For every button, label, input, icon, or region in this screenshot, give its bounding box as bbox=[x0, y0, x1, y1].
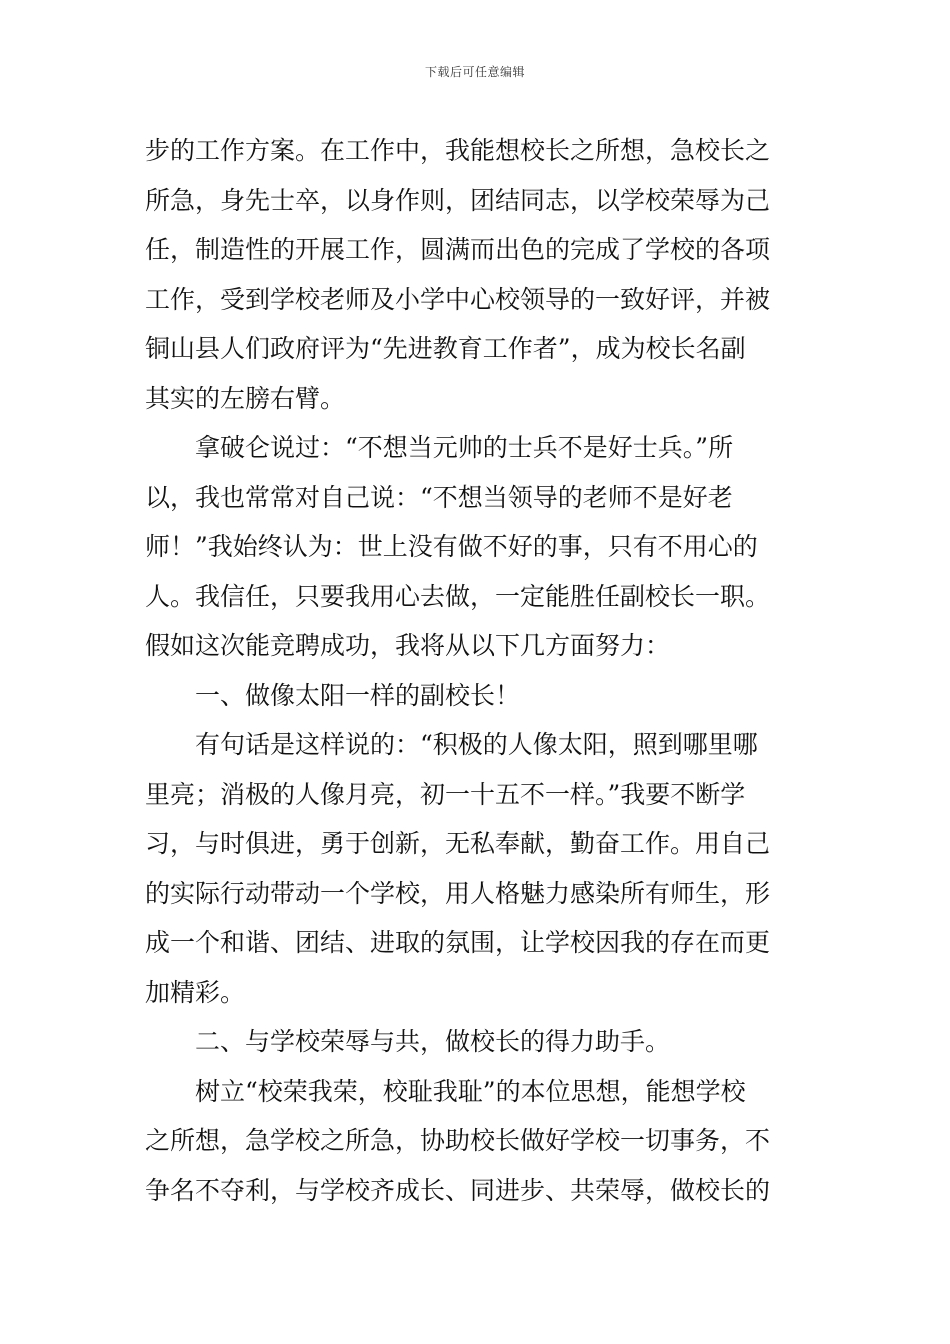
text-line: 假如这次能竞聘成功，我将从以下几方面努力： bbox=[145, 631, 671, 660]
text-line: 其实的左膀右臂。 bbox=[145, 383, 346, 413]
text-line: 之所想，急学校之所急，协助校长做好学校一切事务，不 bbox=[145, 1126, 771, 1155]
paragraph-2 bbox=[145, 423, 807, 671]
paragraph-4 bbox=[145, 1067, 807, 1216]
text-line: 拿破仑说过：“不想当元帅的士兵不是好士兵。”所 bbox=[195, 433, 734, 462]
text-line: 习，与时俱进，勇于创新，无私奉献，勤奋工作。用自己 bbox=[145, 829, 771, 858]
text-line: 所急，身先士卒，以身作则，团结同志，以学校荣辱为己 bbox=[145, 185, 771, 215]
text-line: 成一个和谐、团结、进取的氛围，让学校因我的存在而更 bbox=[145, 928, 771, 957]
text-line: 的实际行动带动一个学校，用人格魅力感染所有师生，形 bbox=[145, 878, 771, 908]
text-line: 以，我也常常对自己说：“不想当领导的老师不是好老 bbox=[145, 482, 733, 512]
document-body bbox=[145, 126, 807, 1215]
page-header-note: 下载后可任意编辑 bbox=[424, 65, 525, 79]
text-line: 师！”我始终认为：世上没有做不好的事，只有不用心的 bbox=[145, 532, 758, 561]
text-line: 二、与学校荣辱与共，做校长的得力助手。 bbox=[195, 1027, 671, 1056]
text-line: 步的工作方案。在工作中，我能想校长之所想，急校长之 bbox=[145, 136, 771, 165]
text-line: 一、做像太阳一样的副校长！ bbox=[195, 680, 521, 710]
section-heading-2 bbox=[145, 1017, 807, 1067]
text-line: 人。我信任，只要我用心去做，一定能胜任副校长一职。 bbox=[145, 581, 771, 611]
text-line: 加精彩。 bbox=[145, 977, 246, 1007]
text-line: 任，制造性的开展工作，圆满而出色的完成了学校的各项 bbox=[145, 235, 771, 264]
text-line: 铜山县人们政府评为“先进教育工作者”，成为校长名副 bbox=[145, 334, 746, 363]
text-line: 争名不夺利，与学校齐成长、同进步、共荣辱，做校长的 bbox=[145, 1175, 771, 1205]
text-line: 工作，受到学校老师及小学中心校领导的一致好评，并被 bbox=[145, 284, 771, 314]
section-heading-1 bbox=[145, 671, 807, 721]
text-line: 里亮；消极的人像月亮，初一十五不一样。”我要不断学 bbox=[145, 779, 746, 809]
text-line: 树立“校荣我荣，校耻我耻”的本位思想，能想学校 bbox=[195, 1076, 746, 1106]
paragraph-3 bbox=[145, 720, 807, 1017]
paragraph-1 bbox=[145, 126, 807, 423]
text-line: 有句话是这样说的：“积极的人像太阳，照到哪里哪 bbox=[195, 730, 758, 759]
